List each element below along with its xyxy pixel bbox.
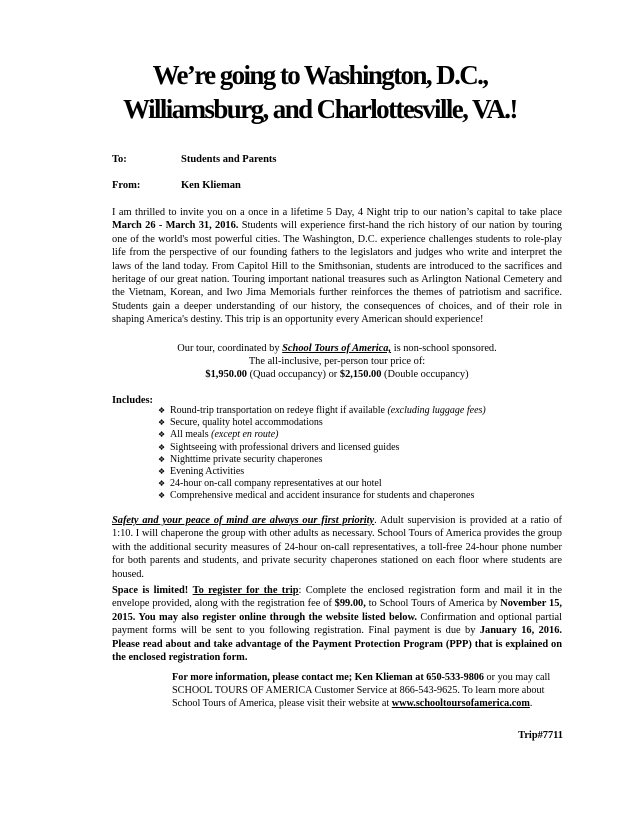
include-item-1-note: (excluding luggage fees) <box>387 405 486 416</box>
contact-lead: For more information, please contact me; Ken Klieman at 650-533-9806 <box>172 672 484 683</box>
price-quad: $1,950.00 <box>205 369 247 381</box>
diamond-bullet-icon: ❖ <box>158 454 166 464</box>
price-double: $2,150.00 <box>339 369 382 381</box>
list-item <box>158 454 486 466</box>
intro-text-1: I am thrilled to invite you on a once in a lifetime 5 Day, 4 Night trip to our nation’s capital to take place <box>112 207 562 218</box>
list-item <box>158 405 486 417</box>
contact-block <box>172 671 564 710</box>
list-item <box>158 466 486 478</box>
final-payment: January 16, 2016. Please read about and take advantage of the Payment Protection Program (PPP) that is explained on the enclosed registration form. <box>112 625 562 664</box>
diamond-bullet-icon: ❖ <box>158 491 166 501</box>
price-double-label: (Double occupancy) <box>381 369 469 381</box>
contact-line-1: or you may call <box>483 672 551 683</box>
register-paragraph <box>112 584 562 664</box>
include-item-3: All meals <box>170 429 212 441</box>
diamond-bullet-icon: ❖ <box>158 430 166 440</box>
includes-heading: Includes: <box>112 395 153 406</box>
diamond-bullet-icon: ❖ <box>158 479 166 489</box>
include-item-7: 24-hour on-call company representatives at our hotel <box>170 478 382 490</box>
safety-paragraph <box>112 514 562 581</box>
list-item <box>158 490 486 502</box>
tour-line-1a: Our tour, coordinated by <box>177 343 283 354</box>
list-item <box>158 429 486 441</box>
tour-line-2: The all-inclusive, per-person tour price of: <box>248 356 426 368</box>
register-text-2: to School Tours of America by <box>365 598 501 610</box>
include-item-2: Secure, quality hotel accommodations <box>170 417 323 429</box>
website-link[interactable]: www.schooltoursofamerica.com <box>391 698 530 709</box>
list-item <box>158 478 486 490</box>
diamond-bullet-icon: ❖ <box>158 418 166 428</box>
include-item-3-note: (except en route) <box>211 429 279 441</box>
include-item-1: Round-trip transportation on redeye flight if available <box>170 405 388 416</box>
tour-price-block <box>112 342 562 382</box>
diamond-bullet-icon: ❖ <box>158 467 166 477</box>
list-item <box>158 417 486 429</box>
tour-company: School Tours of America, <box>282 343 392 354</box>
contact-period: . <box>529 698 533 709</box>
register-text-3: Confirmation and optional partial payment forms will be sent to you following registration. Final payment is due by <box>112 611 562 637</box>
page-title <box>20 58 620 126</box>
diamond-bullet-icon: ❖ <box>158 406 166 415</box>
tour-line-1b: is non-school sponsored. <box>391 343 497 354</box>
title-line-2: Williamsburg, and Charlottesville, VA.! <box>123 94 517 124</box>
register-text-1: : Complete the enclosed registration form and mail it in the envelope provided, along with the registration fee of <box>112 585 562 610</box>
memo-from-label: From: <box>112 180 141 191</box>
include-item-5: Nighttime private security chaperones <box>170 453 323 465</box>
memo-from-value: Ken Klieman <box>181 180 241 191</box>
contact-line-2: SCHOOL TOURS OF AMERICA Customer Service at 866-543-9625. To learn more about <box>172 685 545 696</box>
title-line-1: We’re going to Washington, D.C., <box>152 60 488 90</box>
register-deadline: November 15, 2015. You may also register online through the website listed below. <box>112 598 563 623</box>
contact-line-3: School Tours of America, please visit their website at <box>172 698 392 709</box>
register-link[interactable]: To register for the trip <box>192 585 299 596</box>
memo-to-label: To: <box>112 154 127 165</box>
include-item-8: Comprehensive medical and accident insurance for students and chaperones <box>170 490 475 502</box>
trip-number: Trip#7711 <box>518 730 563 741</box>
include-item-6: Evening Activities <box>170 466 245 478</box>
memo-to-value: Students and Parents <box>181 154 277 165</box>
registration-fee: $99.00, <box>334 598 366 610</box>
includes-list <box>158 405 486 503</box>
register-lead: Space is limited! <box>112 585 189 596</box>
list-item <box>158 442 486 454</box>
safety-text: . Adult supervision is provided at a ratio of 1:10. I will chaperone the group with other adults as necessary. School Tours of America provides the group with the additional security measures of 24-hour on-call representatives, a toll-free 24-hour phone number for both parents and students, and private security chaperones stationed on each floor where students are housed. <box>112 515 562 580</box>
trip-dates: March 26 - March 31, 2016. <box>112 220 239 232</box>
include-item-4: Sightseeing with professional drivers and licensed guides <box>170 441 400 453</box>
diamond-bullet-icon: ❖ <box>158 442 166 452</box>
price-quad-label: (Quad occupancy) or <box>246 369 340 381</box>
intro-text-2: Students will experience first-hand the rich history of our nation by touring one of the world's most powerful cities. The Washington, D.C. experience challenges students to role-play life from the perspective of our founding fathers to the legislators and judges who write and interpret the laws of the land today. From Capitol Hill to the Smithsonian, students are introduced to the sacrifices and heritage of our great nation. Touring important national treasures such as Arlington National Cemetery and the Vietnam, Korean, and Iwo Jima Memorials further reinforces the themes of patriotism and sacrifice. Students gain a deeper understanding of our history, the consequences of choices, and of their role in shaping America's destiny. This trip is an opportunity every American should experience! <box>112 220 562 326</box>
intro-paragraph <box>112 206 562 327</box>
safety-lead: Safety and your peace of mind are always our first priority <box>112 515 375 526</box>
